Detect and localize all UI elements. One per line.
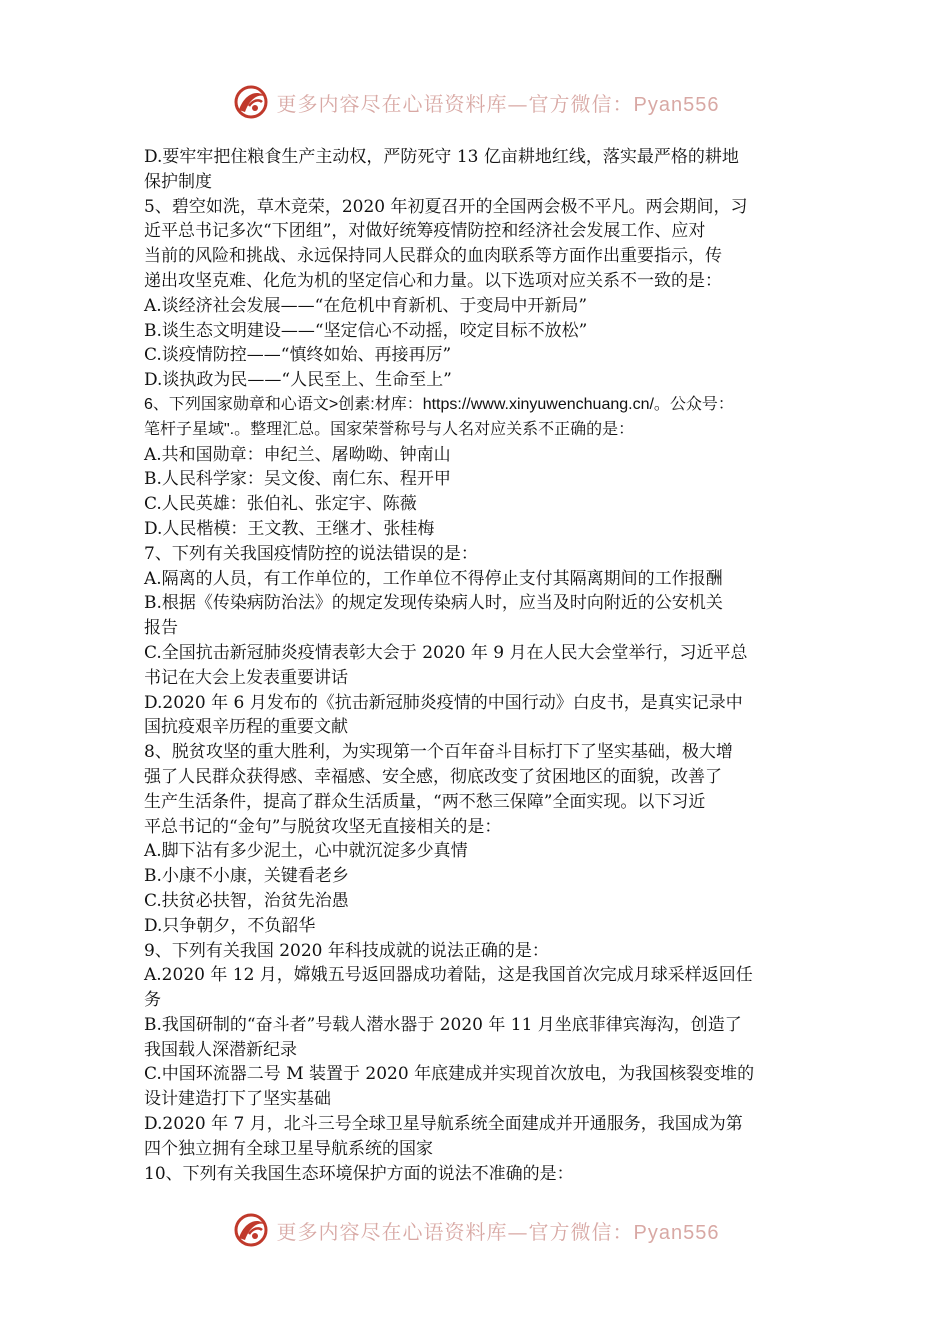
text-line: A.共和国勋章：申纪兰、屠呦呦、钟南山 bbox=[144, 444, 451, 465]
header-banner-wechat: Pyan556 bbox=[633, 93, 720, 116]
text-line: B.小康不小康，关键看老乡 bbox=[144, 866, 349, 887]
text-line: 设计建造打下了坚实基础 bbox=[144, 1089, 331, 1110]
text-line: 务 bbox=[144, 990, 161, 1011]
text-line: 保护制度 bbox=[144, 171, 212, 192]
header-banner-inner bbox=[231, 82, 720, 122]
text-line: 笔杆子星域".。整理汇总。国家荣誉称号与人名对应关系不正确的是： bbox=[144, 420, 635, 438]
text-line: 递出攻坚克难、化危为机的坚定信心和力量。以下选项对应关系不一致的是： bbox=[144, 270, 722, 291]
text-line: C.全国抗击新冠肺炎疫情表彰大会于 2020 年 9 月在人民大会堂举行，习近平总 bbox=[144, 642, 748, 663]
text-line: B.人民科学家：吴文俊、南仁东、程开甲 bbox=[144, 469, 451, 490]
text-line: C.人民英雄：张伯礼、张定宇、陈薇 bbox=[144, 494, 417, 515]
swirl-logo-icon bbox=[231, 1210, 271, 1250]
text-line: C.谈疫情防控——“慎终如始、再接再厉” bbox=[144, 345, 452, 366]
text-line: 国抗疫艰辛历程的重要文献 bbox=[144, 717, 348, 738]
text-line: 强了人民群众获得感、幸福感、安全感，彻底改变了贫困地区的面貌，改善了 bbox=[144, 766, 722, 787]
text-line: D.人民楷模：王文教、王继才、张桂梅 bbox=[144, 518, 435, 539]
text-line: 四个独立拥有全球卫星导航系统的国家 bbox=[144, 1138, 433, 1159]
text-line: A.2020 年 12 月，嫦娥五号返回器成功着陆，这是我国首次完成月球采样返回任 bbox=[144, 965, 753, 986]
header-banner-text bbox=[277, 88, 720, 117]
swirl-logo-icon bbox=[231, 82, 271, 122]
text-line: D.2020 年 7 月，北斗三号全球卫星导航系统全面建成并开通服务，我国成为第 bbox=[144, 1114, 743, 1135]
text-line: 5、碧空如洗，草木竞荣，2020 年初夏召开的全国两会极不平凡。两会期间，习 bbox=[144, 196, 748, 217]
text-line: A.谈经济社会发展——“在危机中育新机、于变局中开新局” bbox=[144, 295, 588, 316]
text-line: D.要牢牢把住粮食生产主动权，严防死守 13 亿亩耕地红线，落实最严格的耕地 bbox=[144, 147, 739, 167]
text-line: 10、下列有关我国生态环境保护方面的说法不准确的是： bbox=[144, 1163, 574, 1184]
text-line: 近平总书记多次“下团组”，对做好统筹疫情防控和经济社会发展工作、应对 bbox=[144, 221, 706, 242]
text-line: 9、下列有关我国 2020 年科技成就的说法正确的是： bbox=[144, 940, 549, 961]
footer-banner-text bbox=[277, 1216, 720, 1245]
text-line: 报告 bbox=[144, 618, 178, 639]
text-line: 我国载人深潜新纪录 bbox=[144, 1039, 297, 1060]
text-line: A.隔离的人员，有工作单位的，工作单位不得停止支付其隔离期间的工作报酬 bbox=[144, 568, 723, 589]
text-line: 8、脱贫攻坚的重大胜利，为实现第一个百年奋斗目标打下了坚实基础，极大增 bbox=[144, 742, 733, 763]
text-line: 当前的风险和挑战、永远保持同人民群众的血肉联系等方面作出重要指示，传 bbox=[144, 246, 722, 267]
header-banner bbox=[0, 80, 950, 124]
footer-banner-inner bbox=[231, 1210, 720, 1250]
text-line: D.2020 年 6 月发布的《抗击新冠肺炎疫情的中国行动》白皮书，是真实记录中 bbox=[144, 692, 743, 713]
text-line: A.脚下沾有多少泥土，心中就沉淀多少真情 bbox=[144, 841, 468, 862]
text-line: 平总书记的“金句”与脱贫攻坚无直接相关的是： bbox=[144, 816, 502, 837]
text-line: C.扶贫必扶智，治贫先治愚 bbox=[144, 890, 349, 911]
footer-banner-label: 更多内容尽在心语资料库—官方微信： bbox=[276, 1219, 634, 1244]
text-line: D.谈执政为民——“人民至上、生命至上” bbox=[144, 370, 452, 391]
text-line: 6、下列国家勋章和心语文>创素:材库：https://www.xinyuwenchuang.cn/。公众号： bbox=[144, 395, 734, 413]
document-body bbox=[144, 145, 808, 1186]
text-line: B.谈生态文明建设——“坚定信心不动摇，咬定目标不放松” bbox=[144, 320, 588, 341]
text-line: D.只争朝夕，不负韶华 bbox=[144, 915, 316, 936]
footer-banner bbox=[0, 1208, 950, 1252]
text-line: 书记在大会上发表重要讲话 bbox=[144, 667, 348, 688]
text-line: B.根据《传染病防治法》的规定发现传染病人时，应当及时向附近的公安机关 bbox=[144, 593, 723, 614]
footer-banner-wechat: Pyan556 bbox=[633, 1221, 720, 1244]
text-line: 7、下列有关我国疫情防控的说法错误的是： bbox=[144, 543, 478, 564]
text-line: B.我国研制的“奋斗者”号载人潜水器于 2020 年 11 月坐底菲律宾海沟，创造了 bbox=[144, 1014, 742, 1035]
text-line: C.中国环流器二号 M 装置于 2020 年底建成并实现首次放电，为我国核裂变堆的 bbox=[144, 1064, 755, 1085]
header-banner-label: 更多内容尽在心语资料库—官方微信： bbox=[276, 91, 634, 116]
text-line: 生产生活条件，提高了群众生活质量，“两不愁三保障”全面实现。以下习近 bbox=[144, 791, 706, 812]
